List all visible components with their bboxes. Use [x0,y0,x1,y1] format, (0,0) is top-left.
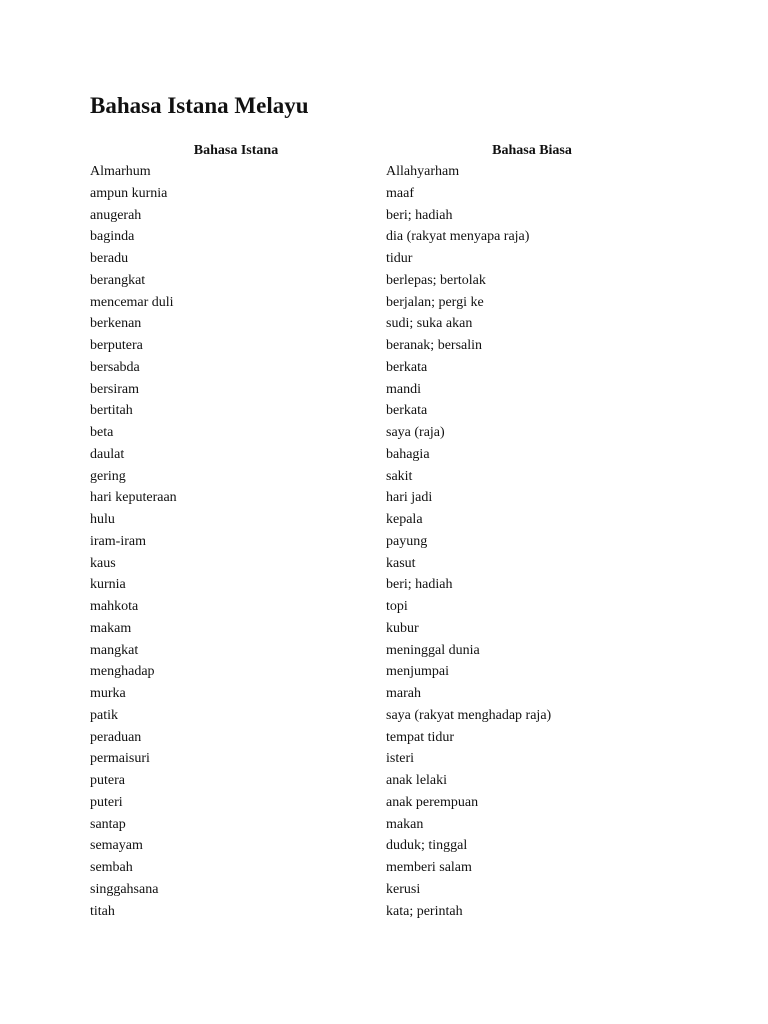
istana-term: permaisuri [90,751,150,767]
istana-term: daulat [90,446,125,462]
biasa-term: kata; perintah [386,903,463,919]
biasa-term: anak lelaki [386,773,448,788]
biasa-term: mandi [386,381,421,397]
istana-term: puteri [90,794,123,810]
biasa-term: beri; hadiah [386,207,453,223]
biasa-term: anak perempuan [386,794,479,810]
istana-term: beta [90,425,114,440]
istana-term: sembah [90,860,133,875]
istana-term: baginda [90,229,135,245]
biasa-term: meninggal dunia [386,642,480,658]
page-title: Bahasa Istana Melayu [90,93,309,118]
istana-term: hulu [90,512,115,527]
biasa-term: saya (rakyat menghadap raja) [386,707,552,723]
biasa-term: tempat tidur [386,729,455,745]
istana-term: kurnia [90,577,126,593]
biasa-term: sudi; suka akan [386,316,473,332]
istana-term: mahkota [90,599,139,614]
biasa-term: bahagia [386,446,430,462]
biasa-term: beri; hadiah [386,577,453,593]
istana-term: mangkat [90,642,139,658]
biasa-term: berlepas; bertolak [386,272,486,288]
istana-term: bersiram [90,381,139,397]
istana-term: makam [90,620,132,636]
biasa-term: hari jadi [386,490,433,506]
biasa-term: tidur [386,251,413,266]
istana-term: santap [90,816,126,832]
istana-term: gering [90,468,126,484]
istana-term: peraduan [90,729,142,745]
istana-term: bertitah [90,403,133,419]
istana-term: berkenan [90,316,142,332]
istana-term: putera [90,773,125,788]
biasa-term: menjumpai [386,664,449,680]
istana-term: ampun kurnia [90,185,168,201]
istana-term: anugerah [90,207,142,223]
biasa-term: beranak; bersalin [386,338,483,353]
biasa-term: Allahyarham [386,164,460,179]
istana-term: kaus [90,555,116,571]
istana-term: iram-iram [90,533,146,549]
biasa-term: dia (rakyat menyapa raja) [386,229,530,245]
bahasa-biasa-list [386,161,686,922]
biasa-term: berkata [386,403,428,419]
biasa-term: duduk; tinggal [386,838,468,854]
biasa-term: kubur [386,620,419,636]
bahasa-istana-list [90,161,380,922]
istana-term: Almarhum [90,164,151,179]
biasa-term: makan [386,816,424,832]
biasa-term: berkata [386,359,428,375]
istana-term: murka [90,686,126,701]
biasa-term: isteri [386,751,414,767]
biasa-term: kasut [386,555,416,571]
istana-term: menghadap [90,664,155,680]
istana-term: semayam [90,838,143,854]
istana-term: beradu [90,251,129,266]
biasa-term: memberi salam [386,860,472,875]
biasa-term: kepala [386,512,423,527]
biasa-term: payung [386,533,428,549]
istana-term: singgahsana [90,881,159,897]
istana-term: mencemar duli [90,294,174,310]
biasa-term: marah [386,686,421,701]
biasa-term: kerusi [386,881,421,897]
istana-term: titah [90,903,115,919]
istana-term: hari keputeraan [90,490,177,506]
biasa-term: saya (raja) [386,425,445,440]
biasa-term: sakit [386,468,413,484]
istana-term: berputera [90,338,143,353]
biasa-term: maaf [386,185,414,201]
istana-term: patik [90,707,118,723]
biasa-term: topi [386,599,408,614]
column-header-bahasa-biasa: Bahasa Biasa [492,143,572,158]
istana-term: bersabda [90,359,140,375]
column-header-bahasa-istana: Bahasa Istana [193,143,279,158]
biasa-term: berjalan; pergi ke [386,294,484,310]
istana-term: berangkat [90,272,146,288]
